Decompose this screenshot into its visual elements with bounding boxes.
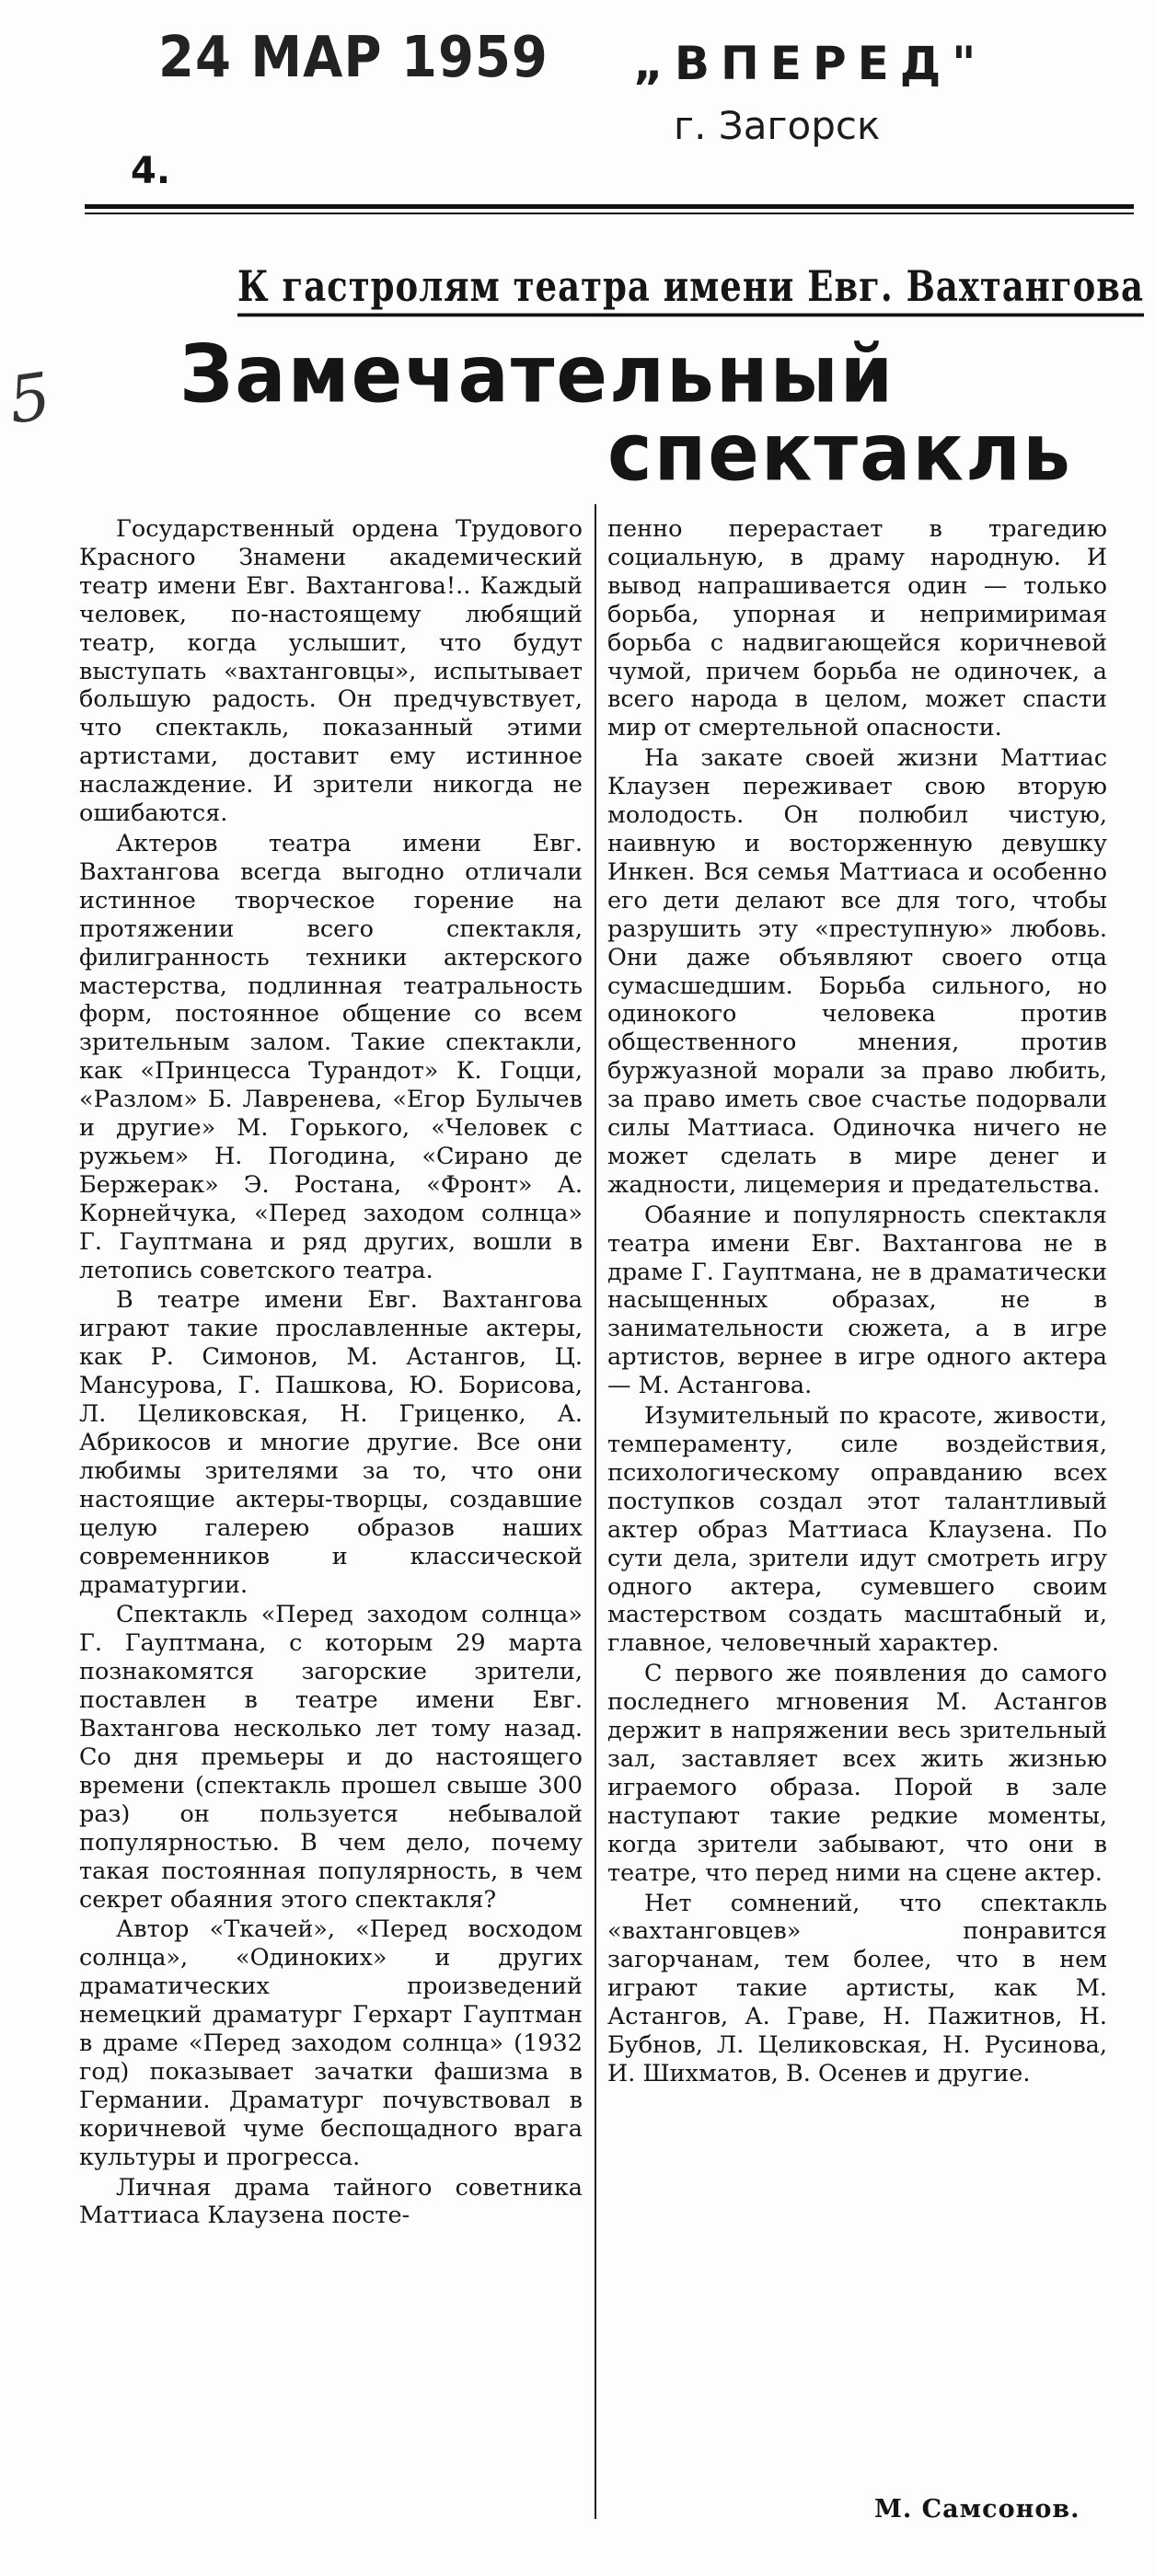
paragraph: Личная драма тайного советника Маттиаса Клаузена посте- [79,2173,583,2230]
paragraph: Обаяние и популярность спектакля театра имени Евг. Вахтангова не в драме Г. Гауптмана, не в драматически насыщенных образах, не в занимательности сюжета, а в игре артистов, вернее в игре одного актера — М. Астангова. [607,1201,1107,1400]
headline-line-2: спектакль [607,407,1072,500]
paragraph: Актеров театра имени Евг. Вахтангова всегда выгодно отличали истинное творческое горение на протяжении всего спектакля, филигранность техники актерского мастерства, подлинная театральность форм, постоянное общение со всем зрительным залом. Такие спектакли, как «Принцесса Турандот» К. Гоцци, «Разлом» Б. Лавренева, «Егор Булычев и другие» М. Горького, «Человек с ружьем» Н. Погодина, «Сирано де Бержерак» Э. Ростана, «Фронт» А. Корнейчука, «Перед заходом солнца» Г. Гауптмана и ряд других, вошли в летопись советского театра. [79,829,583,1284]
header-rule [85,204,1134,214]
paragraph: В театре имени Евг. Вахтангова играют такие прославленные актеры, как Р. Симонов, М. Астангов, Ц. Мансурова, Г. Пашкова, Ю. Борисова, Л. Целиковская, Н. Гриценко, А. Абрикосов и многие другие. Все они любимы зрителями за то, что они настоящие актеры-творцы, создавшие целую галерею образов наших современников и классической драматургии. [79,1286,583,1599]
paragraph: Государственный ордена Трудового Красного Знамени академический театр имени Евг. Вахтангова!.. Каждый человек, по-настоящему любящий театр, когда услышит, что будут выступать «вахтанговцы», испытывает большую радость. Он предчувствует, что спектакль, показанный этими артистами, доставит ему истинное наслаждение. И зрители никогда не ошибаются. [79,515,583,828]
city-stamp: г. Загорск [674,103,881,148]
paragraph: пенно перерастает в трагедию социальную, в драму народную. И вывод напрашивается один — только борьба, упорная и непримиримая борьба с надвигающейся коричневой чумой, причем борьба не одиночек, а всего народа в целом, может спасти мир от смертельной опасности. [607,515,1107,742]
page-number: 4. [131,150,171,192]
paragraph: На закате своей жизни Маттиас Клаузен переживает свою вторую молодость. Он полюбил чистую, наивную и восторженную девушку Инкен. Вся семья Маттиаса и особенно его дети делают все для того, чтобы разрушить эту «преступную» любовь. Они даже объявляют своего отца сумасшедшим. Борьба сильного, но одинокого человека против общественного мнения, против буржуазной морали за право любить, за право иметь свое счастье подорвали силы Маттиаса. Одиночка ничего не может сделать в мире денег и жадности, лицемерия и предательства. [607,744,1107,1199]
article-column-right [607,515,1107,2088]
paragraph: Спектакль «Перед заходом солнца» Г. Гауптмана, с которым 29 марта познакомятся загорские зрители, поставлен в театре имени Евг. Вахтангова несколько лет тому назад. Со дня премьеры и до настоящего времени (спектакль прошел свыше 300 раз) он пользуется небывалой популярностью. В чем дело, почему такая постоянная популярность, в чем секрет обаяния этого спектакля? [79,1601,583,1914]
article-rubric: К гастролям театра имени Евг. Вахтангова [237,260,1144,316]
headline-line-1: Замечательный [179,328,895,421]
column-divider [595,504,596,2519]
newspaper-stamp: „ВПЕРЕД" [633,37,988,90]
paragraph: С первого же появления до самого последнего мгновения М. Астангов держит в напряжении весь зрительный зал, заставляет всех жить жизнью играемого образа. Порой в зале наступают такие редкие моменты, когда зрители забывают, что они в театре, что перед ними на сцене актер. [607,1660,1107,1887]
article-column-left [79,515,583,2230]
handwritten-margin-mark: 5 [4,358,56,439]
paragraph: Изумительный по красоте, живости, темпераменту, силе воздействия, психологическому оправданию всех поступков создал этот талантливый актер образ Маттиаса Клаузена. По сути дела, зрители идут смотреть игру одного актера, сумевшего своим мастерством создать масштабный и, главное, человечный характер. [607,1402,1107,1658]
paragraph: Нет сомнений, что спектакль «вахтанговцев» понравится загорчанам, тем более, что в нем играют такие артисты, как М. Астангов, А. Граве, Н. Пажитнов, Н. Бубнов, Л. Целиковская, Н. Русинова, И. Шихматов, В. Осенев и другие. [607,1889,1107,2087]
author-signature: М. Самсонов. [874,2495,1080,2524]
paragraph: Автор «Ткачей», «Перед восходом солнца», «Одиноких» и других драматических произведений немецкий драматург Герхарт Гауптман в драме «Перед заходом солнца» (1932 год) показывает зачатки фашизма в Германии. Драматург почувствовал в коричневой чуме беспощадного врага культуры и прогресса. [79,1915,583,2171]
date-stamp: 24 МАР 1959 [158,24,549,91]
